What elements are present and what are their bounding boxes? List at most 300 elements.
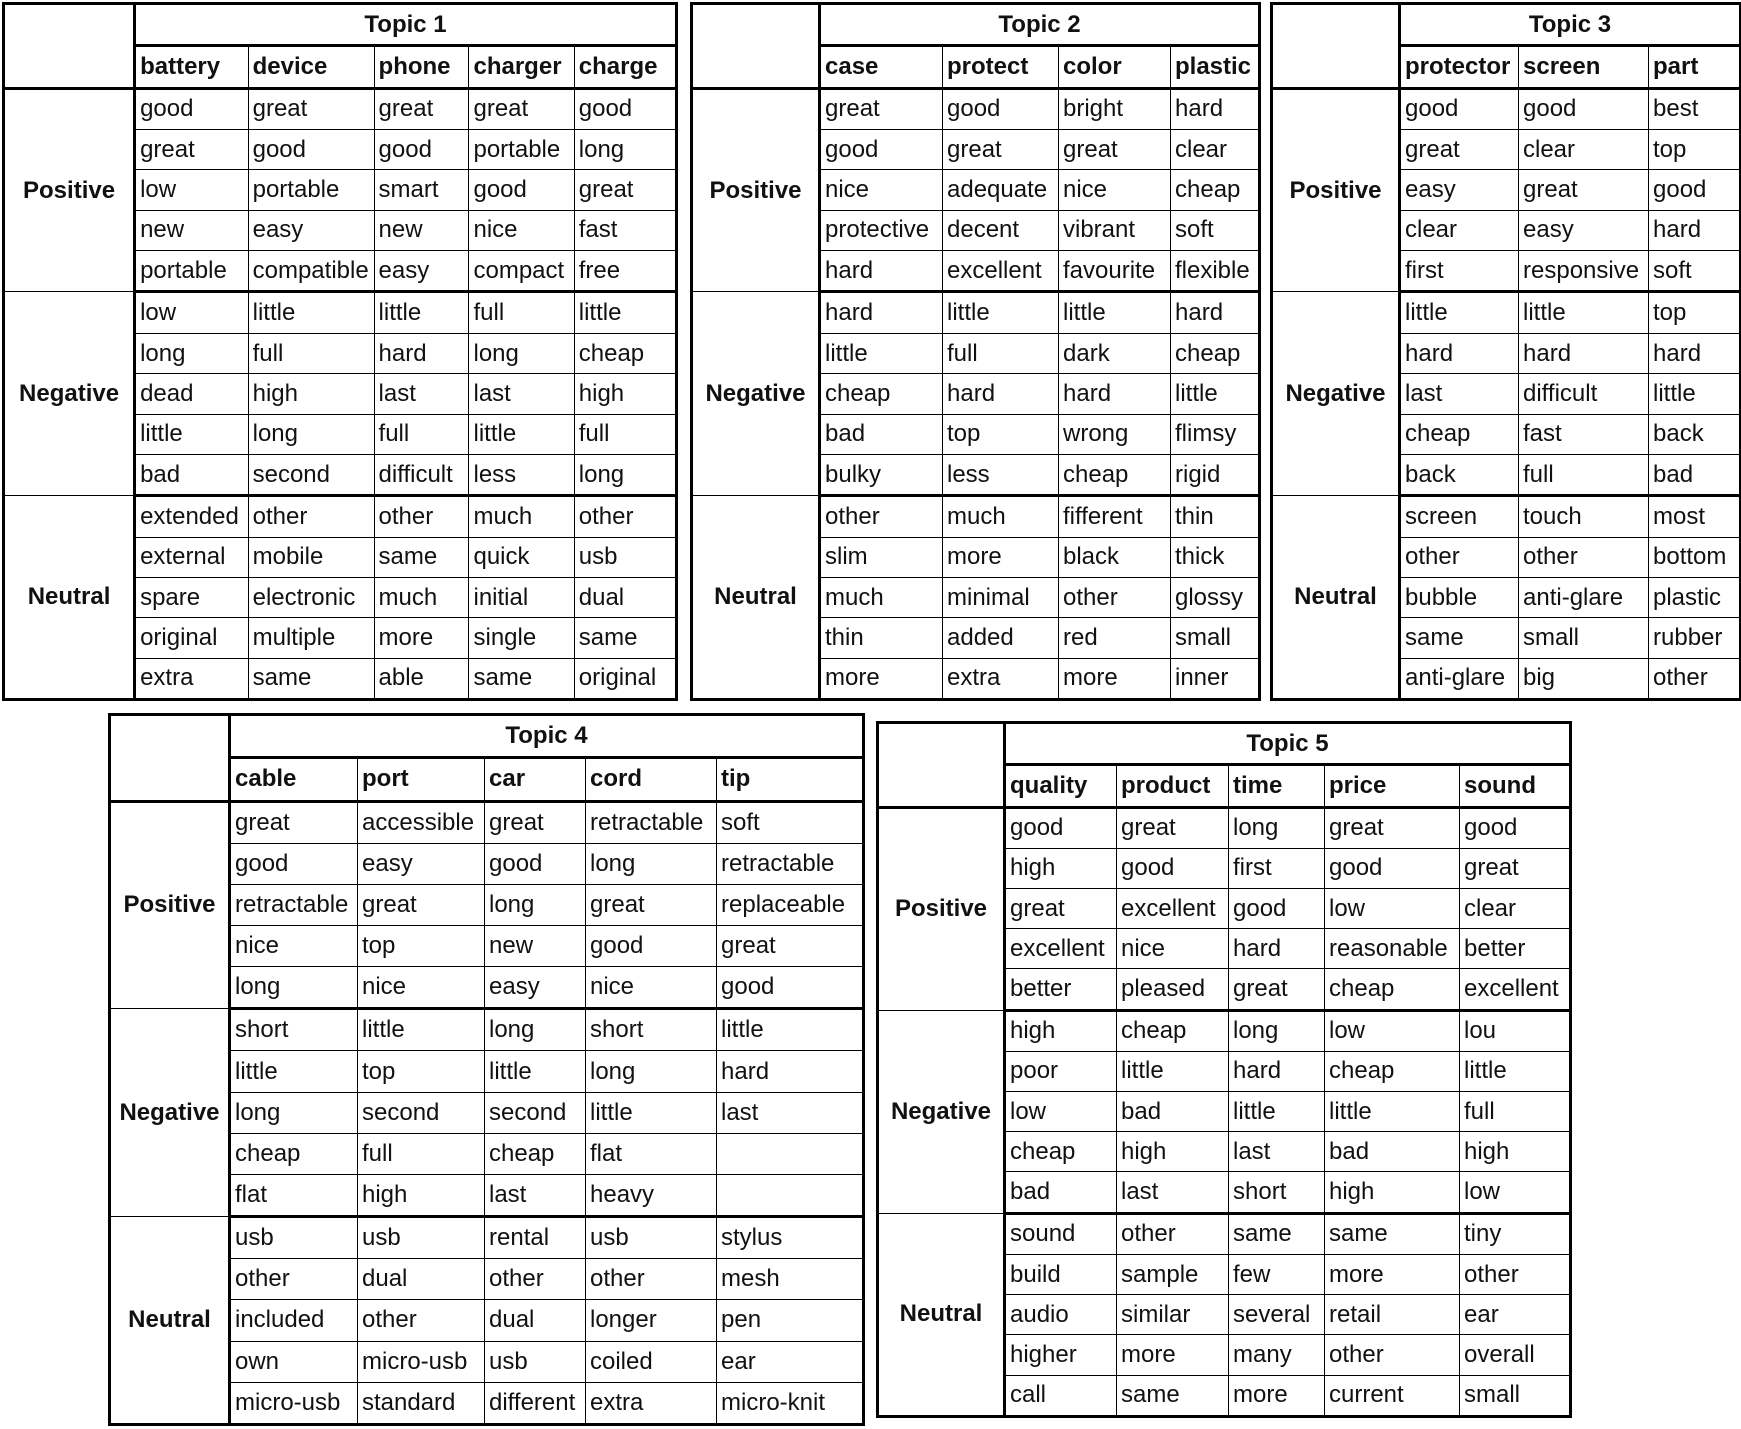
word-cell: long: [485, 884, 586, 925]
word-cell: good: [1117, 848, 1229, 888]
word-cell: retail: [1325, 1295, 1460, 1335]
word-cell: full: [1519, 454, 1649, 495]
word-cell: low: [1325, 1010, 1460, 1051]
word-cell: much: [820, 577, 943, 617]
topic-table: [690, 2, 1261, 701]
word-cell: top: [1649, 292, 1741, 333]
word-cell: little: [717, 1009, 864, 1051]
word-cell: other: [248, 496, 374, 537]
word-cell: other: [1400, 537, 1519, 577]
word-cell: little: [1325, 1092, 1460, 1132]
word-cell: new: [135, 210, 249, 250]
word-cell: red: [1059, 618, 1171, 658]
word-cell: flexible: [1171, 251, 1260, 292]
word-cell: great: [485, 801, 586, 843]
word-cell: same: [374, 537, 469, 577]
word-cell: sound: [1005, 1213, 1117, 1254]
topic-title: Topic 3: [1400, 4, 1741, 46]
word-cell: great: [1400, 130, 1519, 170]
word-cell: wrong: [1059, 414, 1171, 454]
word-cell: cheap: [1325, 969, 1460, 1010]
word-cell: cheap: [230, 1133, 358, 1174]
word-cell: most: [1649, 496, 1741, 537]
word-cell: portable: [135, 251, 249, 292]
word-cell: less: [943, 454, 1059, 495]
word-cell: external: [135, 537, 249, 577]
word-cell: cheap: [485, 1133, 586, 1174]
word-cell: audio: [1005, 1295, 1117, 1335]
table-row: [878, 1213, 1571, 1254]
word-cell: coiled: [586, 1341, 717, 1382]
sentiment-label: Neutral: [692, 496, 820, 700]
word-cell: low: [135, 170, 249, 210]
word-cell: full: [943, 333, 1059, 373]
word-cell: thick: [1171, 537, 1260, 577]
column-header: car: [485, 758, 586, 801]
table-row: [1272, 292, 1741, 333]
word-cell: cheap: [1117, 1010, 1229, 1051]
word-cell: pen: [717, 1300, 864, 1341]
word-cell: difficult: [1519, 374, 1649, 414]
word-cell: fast: [574, 210, 676, 250]
word-cell: hard: [1649, 333, 1741, 373]
word-cell: hard: [943, 374, 1059, 414]
word-cell: great: [1325, 807, 1460, 848]
word-cell: other: [1059, 577, 1171, 617]
word-cell: long: [230, 1092, 358, 1133]
sentiment-label: Negative: [692, 292, 820, 496]
word-cell: hard: [820, 251, 943, 292]
sentiment-label: Positive: [878, 807, 1005, 1010]
word-cell: easy: [358, 843, 485, 884]
word-cell: rubber: [1649, 618, 1741, 658]
word-cell: stylus: [717, 1217, 864, 1259]
word-cell: dual: [485, 1300, 586, 1341]
word-cell: hard: [1059, 374, 1171, 414]
word-cell: first: [1400, 251, 1519, 292]
table-row: [1272, 496, 1741, 537]
topic-table: [876, 721, 1572, 1418]
corner-cell: [110, 715, 230, 802]
word-cell: great: [135, 130, 249, 170]
word-cell: same: [248, 658, 374, 699]
word-cell: little: [1400, 292, 1519, 333]
word-cell: screen: [1400, 496, 1519, 537]
word-cell: high: [574, 374, 676, 414]
table-row: [692, 88, 1260, 129]
word-cell: good: [1519, 88, 1649, 129]
word-cell: lou: [1460, 1010, 1571, 1051]
word-cell: included: [230, 1300, 358, 1341]
word-cell: touch: [1519, 496, 1649, 537]
word-cell: long: [586, 843, 717, 884]
word-cell: other: [586, 1259, 717, 1300]
word-cell: cheap: [1400, 414, 1519, 454]
word-cell: long: [1229, 807, 1325, 848]
word-cell: full: [1460, 1092, 1571, 1132]
word-cell: little: [1171, 374, 1260, 414]
word-cell: few: [1229, 1254, 1325, 1294]
column-header: cable: [230, 758, 358, 801]
word-cell: excellent: [1117, 888, 1229, 928]
topic-table: [1270, 2, 1741, 701]
word-cell: hard: [1229, 929, 1325, 969]
table-row: [692, 496, 1260, 537]
word-cell: several: [1229, 1295, 1325, 1335]
word-cell: good: [248, 130, 374, 170]
word-cell: extended: [135, 496, 249, 537]
word-cell: little: [248, 292, 374, 333]
word-cell: other: [574, 496, 676, 537]
column-header: battery: [135, 46, 249, 88]
topic-title: Topic 2: [820, 4, 1260, 46]
word-cell: good: [485, 843, 586, 884]
topic-title-row: [692, 4, 1260, 46]
table-row: [110, 1217, 864, 1259]
word-cell: high: [1325, 1172, 1460, 1213]
word-cell: little: [1117, 1051, 1229, 1091]
word-cell: portable: [469, 130, 574, 170]
word-cell: cheap: [1171, 333, 1260, 373]
word-cell: standard: [358, 1382, 485, 1424]
table-row: [692, 292, 1260, 333]
word-cell: short: [230, 1009, 358, 1051]
word-cell: great: [820, 88, 943, 129]
word-cell: bottom: [1649, 537, 1741, 577]
word-cell: cheap: [1005, 1132, 1117, 1172]
word-cell: good: [135, 88, 249, 129]
table-row: [4, 496, 677, 537]
word-cell: clear: [1460, 888, 1571, 928]
word-cell: single: [469, 618, 574, 658]
word-cell: little: [1460, 1051, 1571, 1091]
word-cell: glossy: [1171, 577, 1260, 617]
word-cell: long: [574, 130, 676, 170]
word-cell: great: [358, 884, 485, 925]
word-cell: small: [1460, 1375, 1571, 1416]
column-header: protector: [1400, 46, 1519, 88]
word-cell: little: [1649, 374, 1741, 414]
word-cell: usb: [485, 1341, 586, 1382]
word-cell: last: [1229, 1132, 1325, 1172]
word-cell: hard: [1171, 292, 1260, 333]
word-cell: bubble: [1400, 577, 1519, 617]
word-cell: dual: [574, 577, 676, 617]
word-cell: fast: [1519, 414, 1649, 454]
sentiment-label: Positive: [4, 88, 135, 292]
word-cell: great: [1460, 848, 1571, 888]
word-cell: high: [1005, 848, 1117, 888]
sentiment-label: Neutral: [4, 496, 135, 700]
word-cell: extra: [135, 658, 249, 699]
word-cell: different: [485, 1382, 586, 1424]
column-header: phone: [374, 46, 469, 88]
word-cell: other: [485, 1259, 586, 1300]
word-cell: good: [1460, 807, 1571, 848]
word-cell: excellent: [943, 251, 1059, 292]
word-cell: original: [135, 618, 249, 658]
word-cell: tiny: [1460, 1213, 1571, 1254]
word-cell: heavy: [586, 1174, 717, 1216]
word-cell: usb: [358, 1217, 485, 1259]
word-cell: bright: [1059, 88, 1171, 129]
word-cell: micro-usb: [358, 1341, 485, 1382]
word-cell: nice: [1117, 929, 1229, 969]
word-cell: other: [230, 1259, 358, 1300]
word-cell: initial: [469, 577, 574, 617]
word-cell: great: [230, 801, 358, 843]
word-cell: new: [374, 210, 469, 250]
word-cell: little: [574, 292, 676, 333]
column-header: plastic: [1171, 46, 1260, 88]
word-cell: much: [469, 496, 574, 537]
word-cell: full: [469, 292, 574, 333]
word-cell: hard: [1229, 1051, 1325, 1091]
sentiment-label: Neutral: [878, 1213, 1005, 1416]
word-cell: great: [1005, 888, 1117, 928]
word-cell: first: [1229, 848, 1325, 888]
word-cell: able: [374, 658, 469, 699]
word-cell: great: [469, 88, 574, 129]
word-cell: hard: [1519, 333, 1649, 373]
word-cell: second: [358, 1092, 485, 1133]
word-cell: short: [1229, 1172, 1325, 1213]
word-cell: same: [1400, 618, 1519, 658]
word-cell: ear: [717, 1341, 864, 1382]
word-cell: hard: [820, 292, 943, 333]
sentiment-label: Positive: [692, 88, 820, 292]
word-cell: last: [1117, 1172, 1229, 1213]
topic-title: Topic 5: [1005, 723, 1571, 765]
word-cell: good: [1005, 807, 1117, 848]
word-cell: clear: [1400, 210, 1519, 250]
topic-title: Topic 4: [230, 715, 864, 758]
word-cell: thin: [820, 618, 943, 658]
column-header: product: [1117, 765, 1229, 807]
word-cell: high: [248, 374, 374, 414]
sentiment-label: Neutral: [110, 1217, 230, 1425]
column-header: tip: [717, 758, 864, 801]
word-cell: original: [574, 658, 676, 699]
word-cell: ear: [1460, 1295, 1571, 1335]
word-cell: spare: [135, 577, 249, 617]
topic-title-row: [878, 723, 1571, 765]
sentiment-label: Negative: [878, 1010, 1005, 1213]
word-cell: soft: [1649, 251, 1741, 292]
word-cell: small: [1171, 618, 1260, 658]
word-cell: great: [943, 130, 1059, 170]
word-cell: similar: [1117, 1295, 1229, 1335]
table-row: [4, 292, 677, 333]
column-header: quality: [1005, 765, 1117, 807]
word-cell: other: [820, 496, 943, 537]
word-cell: difficult: [374, 454, 469, 495]
word-cell: portable: [248, 170, 374, 210]
word-cell: other: [374, 496, 469, 537]
word-cell: little: [1229, 1092, 1325, 1132]
word-cell: adequate: [943, 170, 1059, 210]
table-row: [4, 88, 677, 129]
corner-cell: [1272, 4, 1400, 89]
word-cell: same: [1229, 1213, 1325, 1254]
word-cell: soft: [717, 801, 864, 843]
table-row: [878, 807, 1571, 848]
word-cell: long: [135, 333, 249, 373]
word-cell: good: [820, 130, 943, 170]
word-cell: top: [943, 414, 1059, 454]
word-cell: anti-glare: [1400, 658, 1519, 699]
word-cell: top: [358, 1051, 485, 1092]
word-cell: more: [943, 537, 1059, 577]
word-cell: excellent: [1005, 929, 1117, 969]
column-header: screen: [1519, 46, 1649, 88]
word-cell: soft: [1171, 210, 1260, 250]
word-cell: poor: [1005, 1051, 1117, 1091]
word-cell: longer: [586, 1300, 717, 1341]
word-cell: last: [469, 374, 574, 414]
word-cell: good: [1229, 888, 1325, 928]
word-cell: responsive: [1519, 251, 1649, 292]
topic-title: Topic 1: [135, 4, 677, 46]
word-cell: extra: [943, 658, 1059, 699]
word-cell: protective: [820, 210, 943, 250]
word-cell: great: [248, 88, 374, 129]
word-cell: more: [820, 658, 943, 699]
column-header: port: [358, 758, 485, 801]
word-cell: other: [358, 1300, 485, 1341]
word-cell: mesh: [717, 1259, 864, 1300]
word-cell: high: [1460, 1132, 1571, 1172]
word-cell: good: [469, 170, 574, 210]
word-cell: cheap: [1171, 170, 1260, 210]
word-cell: bad: [820, 414, 943, 454]
word-cell: hard: [374, 333, 469, 373]
word-cell: [717, 1133, 864, 1174]
word-cell: nice: [358, 967, 485, 1009]
word-cell: mobile: [248, 537, 374, 577]
word-cell: little: [820, 333, 943, 373]
word-cell: long: [586, 1051, 717, 1092]
word-cell: big: [1519, 658, 1649, 699]
word-cell: inner: [1171, 658, 1260, 699]
word-cell: other: [1649, 658, 1741, 699]
word-cell: great: [586, 884, 717, 925]
word-cell: great: [1059, 130, 1171, 170]
topic-table: [2, 2, 678, 701]
word-cell: cheap: [820, 374, 943, 414]
word-cell: great: [374, 88, 469, 129]
word-cell: good: [717, 967, 864, 1009]
word-cell: bulky: [820, 454, 943, 495]
word-cell: easy: [248, 210, 374, 250]
table-row: [110, 801, 864, 843]
word-cell: decent: [943, 210, 1059, 250]
word-cell: cheap: [1059, 454, 1171, 495]
topic-title-row: [4, 4, 677, 46]
word-cell: bad: [1117, 1092, 1229, 1132]
word-cell: easy: [374, 251, 469, 292]
word-cell: dark: [1059, 333, 1171, 373]
word-cell: many: [1229, 1335, 1325, 1375]
word-cell: high: [1117, 1132, 1229, 1172]
word-cell: bad: [1649, 454, 1741, 495]
word-cell: easy: [1400, 170, 1519, 210]
word-cell: great: [574, 170, 676, 210]
word-cell: last: [717, 1092, 864, 1133]
word-cell: current: [1325, 1375, 1460, 1416]
word-cell: hard: [1400, 333, 1519, 373]
word-cell: other: [1519, 537, 1649, 577]
word-cell: flimsy: [1171, 414, 1260, 454]
word-cell: good: [1400, 88, 1519, 129]
word-cell: nice: [1059, 170, 1171, 210]
word-cell: nice: [586, 967, 717, 1009]
word-cell: high: [1005, 1010, 1117, 1051]
corner-cell: [692, 4, 820, 89]
word-cell: second: [248, 454, 374, 495]
word-cell: vibrant: [1059, 210, 1171, 250]
word-cell: great: [1229, 969, 1325, 1010]
word-cell: dead: [135, 374, 249, 414]
word-cell: hard: [1171, 88, 1260, 129]
word-cell: smart: [374, 170, 469, 210]
word-cell: good: [586, 925, 717, 966]
word-cell: bad: [1325, 1132, 1460, 1172]
word-cell: replaceable: [717, 884, 864, 925]
word-cell: excellent: [1460, 969, 1571, 1010]
word-cell: favourite: [1059, 251, 1171, 292]
word-cell: nice: [820, 170, 943, 210]
word-cell: hard: [717, 1051, 864, 1092]
word-cell: top: [358, 925, 485, 966]
word-cell: much: [943, 496, 1059, 537]
word-cell: multiple: [248, 618, 374, 658]
word-cell: top: [1649, 130, 1741, 170]
column-header: device: [248, 46, 374, 88]
word-cell: new: [485, 925, 586, 966]
topic-title-row: [1272, 4, 1741, 46]
word-cell: great: [717, 925, 864, 966]
word-cell: call: [1005, 1375, 1117, 1416]
word-cell: low: [1460, 1172, 1571, 1213]
word-cell: better: [1460, 929, 1571, 969]
word-cell: thin: [1171, 496, 1260, 537]
corner-cell: [878, 723, 1005, 808]
word-cell: little: [943, 292, 1059, 333]
column-header: cord: [586, 758, 717, 801]
word-cell: quick: [469, 537, 574, 577]
sentiment-label: Negative: [4, 292, 135, 496]
topic-title-row: [110, 715, 864, 758]
word-cell: long: [485, 1009, 586, 1051]
word-cell: same: [469, 658, 574, 699]
word-cell: reasonable: [1325, 929, 1460, 969]
word-cell: flat: [586, 1133, 717, 1174]
word-cell: [717, 1174, 864, 1216]
word-cell: own: [230, 1341, 358, 1382]
word-cell: electronic: [248, 577, 374, 617]
word-cell: small: [1519, 618, 1649, 658]
word-cell: more: [1117, 1335, 1229, 1375]
word-cell: great: [1519, 170, 1649, 210]
word-cell: flat: [230, 1174, 358, 1216]
word-cell: dual: [358, 1259, 485, 1300]
column-header: charger: [469, 46, 574, 88]
word-cell: fifferent: [1059, 496, 1171, 537]
word-cell: second: [485, 1092, 586, 1133]
word-cell: little: [1059, 292, 1171, 333]
word-cell: full: [574, 414, 676, 454]
